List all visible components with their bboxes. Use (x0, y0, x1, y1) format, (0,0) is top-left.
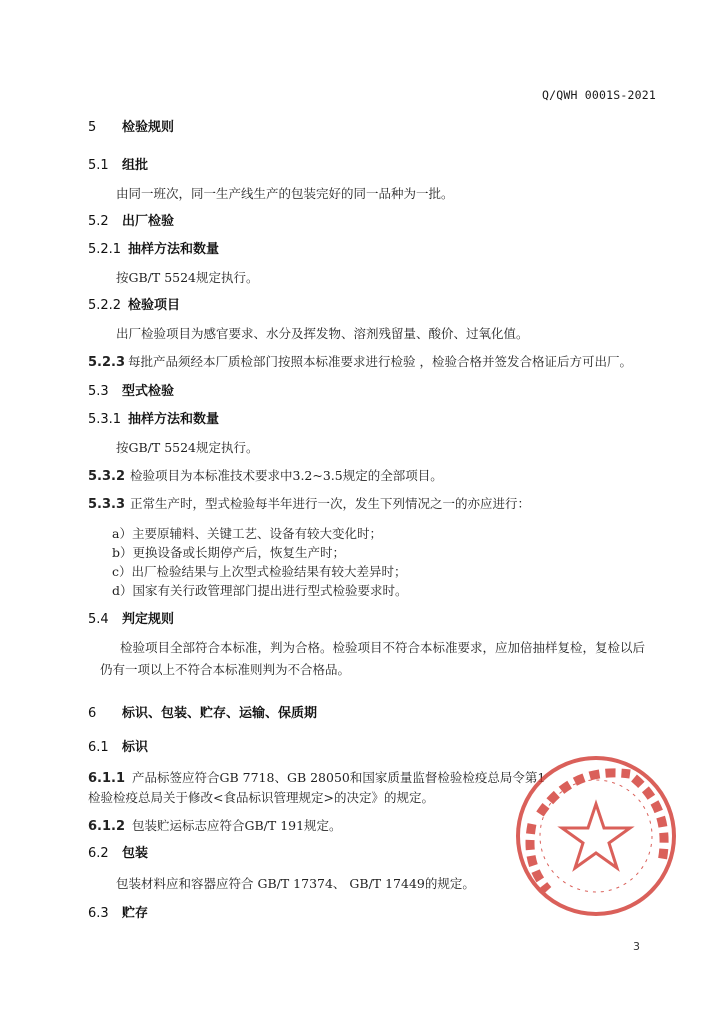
section-title: 检验规则 (122, 120, 175, 135)
section-title: 判定规则 (122, 612, 175, 627)
section-number: 5.3 (88, 384, 109, 399)
section-5-2-heading (88, 214, 174, 230)
page-number: 3 (633, 940, 640, 953)
section-number: 5.4 (88, 612, 109, 627)
section-text: 检验项目为本标准技术要求中3.2~3.5规定的全部项目。 (130, 468, 443, 483)
section-number: 5 (88, 120, 97, 135)
list-item: b）更换设备或长期停产后，恢复生产时； (112, 545, 346, 560)
section-5-2-1-text: 按GB/T 5524规定执行。 (116, 270, 259, 285)
section-text: 产品标签应符合GB 7718、GB 28050和国家质量监督检验检疫总局令第1 (132, 770, 546, 785)
section-number: 5.2.1 (88, 242, 122, 257)
section-6-1-1-text-line-2: 检验检疫总局关于修改<食品标识管理规定>的决定》的规定。 (88, 790, 434, 805)
section-title: 检验项目 (128, 298, 181, 313)
section-6-2-heading (88, 846, 148, 862)
section-title: 抽样方法和数量 (128, 412, 220, 427)
section-number: 5.3.3 (88, 497, 126, 512)
section-number: 6 (88, 706, 97, 721)
section-5-2-2-heading (88, 298, 180, 314)
section-title: 标识、包装、贮存、运输、保质期 (122, 706, 318, 721)
section-text: 包装贮运标志应符合GB/T 191规定。 (132, 818, 342, 833)
section-5-4-text-line-2: 仍有一项以上不符合本标准则判为不合格品。 (100, 662, 351, 677)
section-title: 组批 (122, 158, 149, 173)
section-6-3-heading (88, 906, 148, 922)
section-5-3-1-heading (88, 412, 219, 428)
section-number: 5.3.2 (88, 469, 126, 484)
section-6-2-text: 包装材料应和容器应符合 GB/T 17374、 GB/T 17449的规定。 (116, 876, 475, 891)
section-number: 5.3.1 (88, 412, 122, 427)
section-5-1-heading (88, 158, 148, 174)
section-number: 5.2 (88, 214, 109, 229)
list-item: a）主要原辅料、关键工艺、设备有较大变化时； (112, 526, 382, 541)
section-5-2-2-text: 出厂检验项目为感官要求、水分及挥发物、溶剂残留量、酸价、过氧化值。 (116, 326, 529, 341)
section-5-4-text-line-1: 检验项目全部符合本标准，判为合格。检验项目不符合本标准要求，应加倍抽样复检，复检以后 (120, 640, 646, 655)
list-item: c）出厂检验结果与上次型式检验结果有较大差异时； (112, 564, 407, 579)
section-5-2-1-heading (88, 242, 219, 258)
section-title: 型式检验 (122, 384, 175, 399)
section-5-2-3-paragraph (88, 354, 632, 371)
section-number: 6.1.1 (88, 771, 126, 786)
section-6-heading (88, 706, 317, 722)
section-title: 贮存 (122, 906, 149, 921)
section-number: 5.2.2 (88, 298, 122, 313)
section-5-1-text: 由同一班次，同一生产线生产的包装完好的同一品种为一批。 (116, 186, 454, 201)
section-6-1-2-paragraph (88, 818, 342, 835)
section-6-1-heading (88, 740, 148, 756)
section-number: 5.2.3 (88, 355, 126, 370)
section-5-3-2-paragraph (88, 468, 443, 485)
section-title: 出厂检验 (122, 214, 175, 229)
section-title: 包装 (122, 846, 149, 861)
section-5-3-3-paragraph (88, 496, 530, 513)
company-seal-stamp (512, 752, 680, 920)
section-5-3-heading (88, 384, 174, 400)
section-title: 标识 (122, 740, 149, 755)
section-number: 6.1.2 (88, 819, 126, 834)
section-5-3-1-text: 按GB/T 5524规定执行。 (116, 440, 259, 455)
list-item: d）国家有关行政管理部门提出进行型式检验要求时。 (112, 583, 408, 598)
seal-icon (512, 752, 680, 920)
document-code: Q/QWH 0001S-2021 (542, 88, 656, 102)
section-number: 6.1 (88, 740, 109, 755)
section-text: 正常生产时，型式检验每半年进行一次，发生下列情况之一的亦应进行： (130, 496, 531, 511)
section-6-1-1-paragraph (88, 770, 545, 787)
section-5-4-heading (88, 612, 174, 628)
section-text: 每批产品须经本厂质检部门按照本标准要求进行检验 ，检验合格并签发合格证后方可出厂。 (128, 354, 632, 369)
section-title: 抽样方法和数量 (128, 242, 220, 257)
section-number: 6.2 (88, 846, 109, 861)
section-5-heading (88, 120, 174, 136)
section-number: 6.3 (88, 906, 109, 921)
section-number: 5.1 (88, 158, 109, 173)
